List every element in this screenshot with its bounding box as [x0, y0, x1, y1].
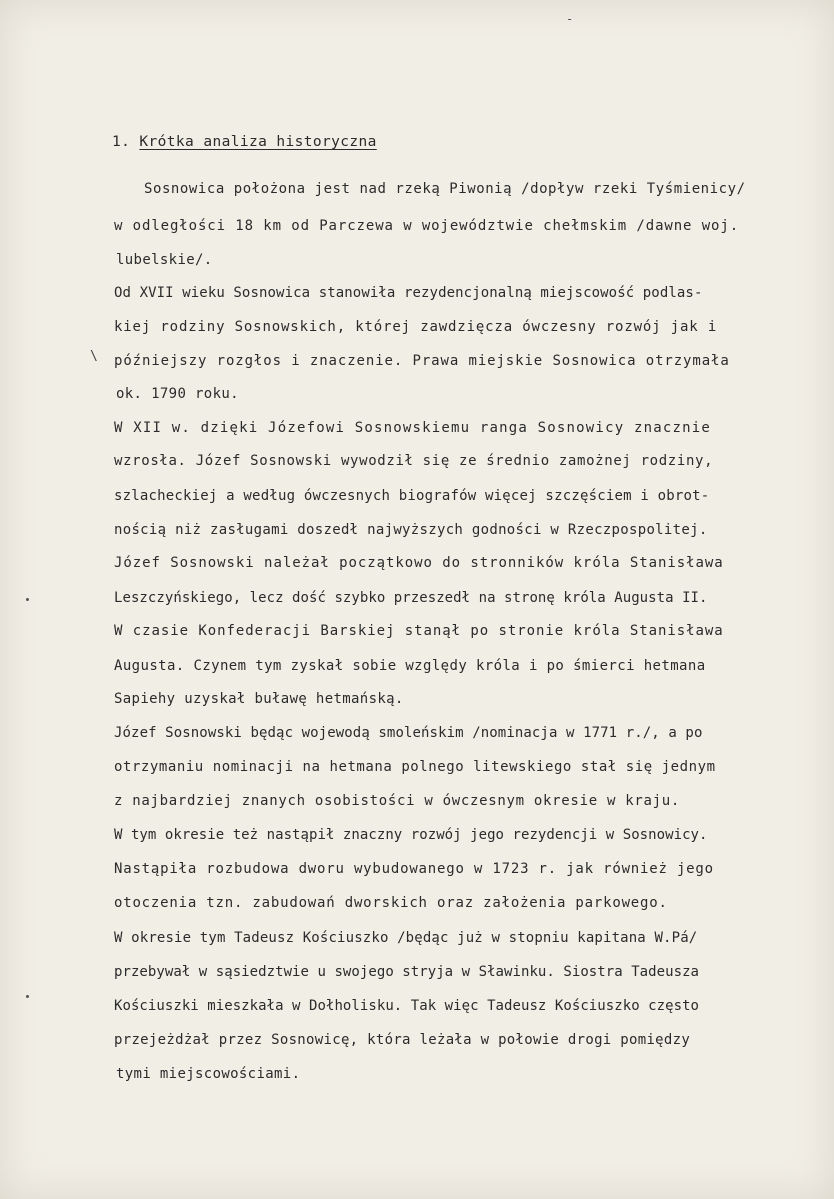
margin-dot — [26, 995, 29, 998]
text-line: w odległości 18 km od Parczewa w województwie chełmskim /dawne woj. — [114, 218, 740, 234]
text-line: wzrosła. Józef Sosnowski wywodził się ze średnio zamożnej rodziny, — [114, 453, 714, 469]
text-line: nością niż zasługami doszedł najwyższych godności w Rzeczpospolitej. — [114, 522, 708, 538]
text-line: otoczenia tzn. zabudowań dworskich oraz założenia parkowego. — [114, 895, 668, 911]
text-line: Augusta. Czynem tym zyskał sobie względy króla i po śmierci hetmana — [114, 658, 706, 674]
text-line: lubelskie/. — [116, 252, 213, 268]
margin-dot — [26, 598, 29, 601]
text-line: Nastąpiła rozbudowa dworu wybudowanego w 1723 r. jak również jego — [114, 861, 714, 877]
text-line: W okresie tym Tadeusz Kościuszko /będąc już w stopniu kapitana W.Pá/ — [114, 930, 698, 946]
text-line: przebywał w sąsiedztwie u swojego stryja w Sławinku. Siostra Tadeusza — [114, 964, 700, 980]
text-line: Józef Sosnowski będąc wojewodą smoleńskim /nominacja w 1771 r./, a po — [114, 725, 703, 741]
text-line: z najbardziej znanych osobistości w ówczesnym okresie w kraju. — [114, 793, 680, 809]
text-line: przejeżdżał przez Sosnowicę, która leżała w połowie drogi pomiędzy — [114, 1032, 691, 1048]
heading-number: 1. — [112, 134, 131, 150]
text-line: Sosnowica położona jest nad rzeką Piwonią /dopływ rzeki Tyśmienicy/ — [144, 181, 746, 197]
text-line: Kościuszki mieszkała w Dołholisku. Tak więc Tadeusz Kościuszko często — [114, 998, 700, 1014]
text-line: W czasie Konfederacji Barskiej stanął po stronie króla Stanisława — [114, 623, 724, 639]
text-line: Od XVII wieku Sosnowica stanowiła rezydencjonalną miejscowość podlas- — [114, 285, 703, 301]
top-mark: - — [566, 12, 574, 26]
text-line: szlacheckiej a według ówczesnych biografów więcej szczęściem i obrot- — [114, 488, 710, 504]
section-heading — [112, 134, 377, 150]
heading-title: Krótka analiza historyczna — [139, 134, 377, 150]
text-line: W tym okresie też nastąpił znaczny rozwój jego rezydencji w Sosnowicy. — [114, 827, 708, 843]
text-line: Józef Sosnowski należał początkowo do stronników króla Stanisława — [114, 555, 724, 571]
text-line: ok. 1790 roku. — [116, 386, 239, 402]
text-line: późniejszy rozgłos i znaczenie. Prawa miejskie Sosnowica otrzymała — [114, 353, 730, 369]
text-line: kiej rodziny Sosnowskich, której zawdzięcza ówczesny rozwój jak i — [114, 319, 718, 335]
margin-mark: \ — [90, 349, 98, 364]
text-line: W XII w. dzięki Józefowi Sosnowskiemu ranga Sosnowicy znacznie — [114, 420, 711, 436]
text-line: Leszczyńskiego, lecz dość szybko przeszedł na stronę króla Augusta II. — [114, 590, 708, 606]
text-line: Sapiehy uzyskał buławę hetmańską. — [114, 691, 404, 707]
text-line: otrzymaniu nominacji na hetmana polnego litewskiego stał się jednym — [114, 759, 716, 775]
text-line: tymi miejscowościami. — [116, 1066, 301, 1082]
